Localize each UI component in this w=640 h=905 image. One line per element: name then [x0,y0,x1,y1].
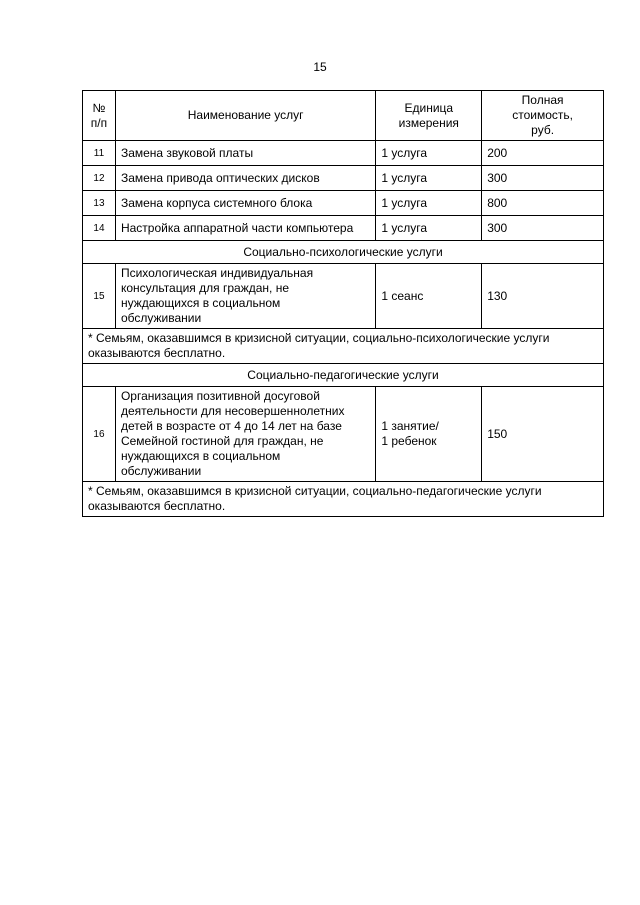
row-num: 16 [83,387,116,482]
table-row [83,166,604,191]
row-price: 300 [482,166,604,191]
row-unit-line: 1 занятие/ [381,419,439,433]
row-name-line: деятельности для несовершеннолетних [120,404,345,418]
note-ped [83,482,604,517]
table-header-row [83,91,604,141]
note-line: оказываются бесплатно. [88,346,226,360]
row-unit: 1 услуга [376,141,482,166]
row-name-line: нуждающихся в социальном [120,449,281,463]
row-name-line: нуждающихся в социальном [120,296,281,310]
row-num: 15 [83,264,116,329]
row-price: 130 [482,264,604,329]
row-name-line: Психологическая индивидуальная [120,266,314,280]
row-name-line: обслуживании [120,311,202,325]
table-row [83,264,604,329]
row-price: 800 [482,191,604,216]
section-heading-row [83,241,604,264]
row-unit: 1 услуга [376,166,482,191]
row-num: 11 [83,141,116,166]
table-row [83,141,604,166]
row-price: 300 [482,216,604,241]
row-name: Замена звуковой платы [115,141,375,166]
row-unit: 1 услуга [376,191,482,216]
header-price-line: Полная [521,93,564,107]
header-unit-line: измерения [398,115,459,130]
table-row [83,216,604,241]
note-row [83,329,604,364]
row-num: 12 [83,166,116,191]
note-row [83,482,604,517]
note-line: * Семьям, оказавшимся в кризисной ситуации, социально-педагогические услуги [88,484,542,498]
row-num: 13 [83,191,116,216]
header-name: Наименование услуг [115,91,375,141]
row-name-line: детей в возрасте от 4 до 14 лет на базе [120,419,342,433]
page-number: 15 [313,60,327,74]
services-table [82,90,604,517]
row-name: Настройка аппаратной части компьютера [115,216,375,241]
note-line: оказываются бесплатно. [88,499,226,513]
row-unit: 1 сеанс [376,264,482,329]
row-unit-line: 1 ребенок [381,434,437,448]
row-unit [376,387,482,482]
table-row [83,387,604,482]
row-price: 150 [482,387,604,482]
row-price: 200 [482,141,604,166]
header-price-line: стоимость, [512,108,573,122]
note-psych [83,329,604,364]
row-num: 14 [83,216,116,241]
header-price [482,91,604,141]
row-name [115,387,375,482]
row-name: Замена корпуса системного блока [115,191,375,216]
header-num-line: п/п [90,115,108,130]
header-num [83,91,116,141]
section-heading-row [83,364,604,387]
note-line: * Семьям, оказавшимся в кризисной ситуации, социально-психологические услуги [88,331,550,345]
table-row [83,191,604,216]
section-title-psych: Социально-психологические услуги [83,241,604,264]
header-num-line: № [92,100,106,115]
header-unit [376,91,482,141]
row-name: Замена привода оптических дисков [115,166,375,191]
header-price-line: руб. [531,123,555,137]
section-title-ped: Социально-педагогические услуги [83,364,604,387]
row-name-line: Организация позитивной досуговой [120,389,320,403]
row-unit: 1 услуга [376,216,482,241]
row-name [115,264,375,329]
row-name-line: консультация для граждан, не [120,281,289,295]
row-name-line: Семейной гостиной для граждан, не [120,434,324,448]
header-unit-line: Единица [404,100,454,115]
row-name-line: обслуживании [120,464,202,478]
